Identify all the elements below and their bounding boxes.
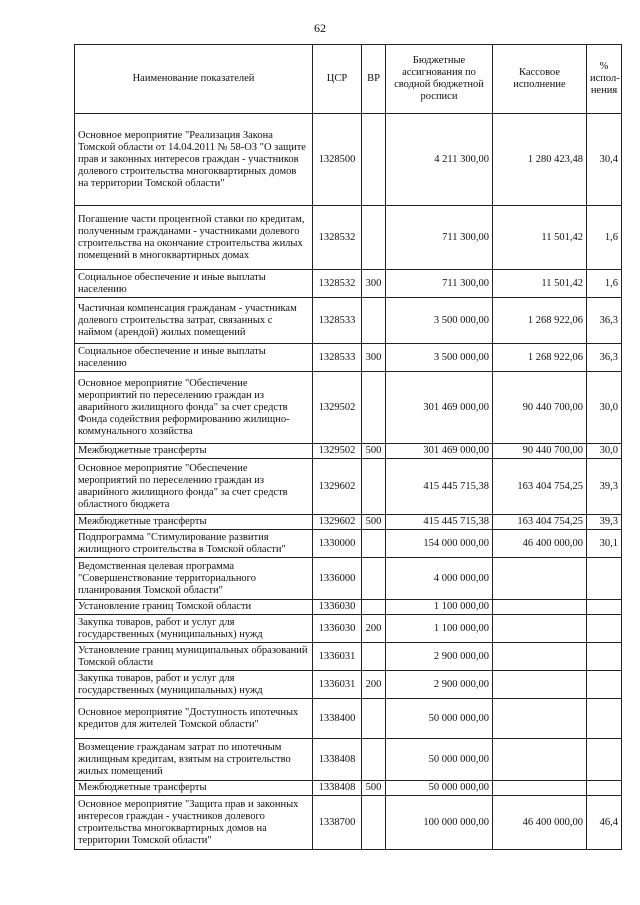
row-assignments: 2 900 000,00: [386, 671, 493, 699]
row-csr: 1328533: [313, 298, 362, 344]
row-cash-execution: 1 280 423,48: [493, 114, 587, 206]
row-cash-execution: [493, 643, 587, 671]
row-assignments: 415 445 715,38: [386, 459, 493, 515]
row-name: Установление границ муниципальных образований Томской области: [75, 643, 313, 671]
row-assignments: 4 000 000,00: [386, 558, 493, 600]
row-percent: 30,4: [587, 114, 622, 206]
table-row: [75, 530, 622, 558]
row-csr: 1328532: [313, 206, 362, 270]
row-csr: 1336030: [313, 615, 362, 643]
row-percent: [587, 699, 622, 739]
row-cash-execution: [493, 699, 587, 739]
row-assignments: 154 000 000,00: [386, 530, 493, 558]
row-csr: 1328532: [313, 270, 362, 298]
row-name: Межбюджетные трансферты: [75, 515, 313, 530]
row-percent: 1,6: [587, 270, 622, 298]
row-vr: 500: [362, 515, 386, 530]
table-row: [75, 796, 622, 850]
header-vr: ВР: [362, 45, 386, 114]
row-name: Социальное обеспечение и иные выплаты населению: [75, 270, 313, 298]
row-percent: [587, 643, 622, 671]
row-name: Основное мероприятие "Реализация Закона Томской области от 14.04.2011 № 58-ОЗ "О защите прав и законных интересов граждан - участников долевого строительства многоквартирных домов на территории Томской области": [75, 114, 313, 206]
row-assignments: 50 000 000,00: [386, 739, 493, 781]
row-percent: 30,1: [587, 530, 622, 558]
table-row: [75, 270, 622, 298]
row-cash-execution: 90 440 700,00: [493, 372, 587, 444]
row-assignments: 4 211 300,00: [386, 114, 493, 206]
row-vr: [362, 530, 386, 558]
header-assignments: Бюджетные ассигнования по сводной бюджетной росписи: [386, 45, 493, 114]
row-vr: [362, 206, 386, 270]
row-percent: 1,6: [587, 206, 622, 270]
row-name: Основное мероприятие "Доступность ипотечных кредитов для жителей Томской области": [75, 699, 313, 739]
row-vr: [362, 372, 386, 444]
table-row: [75, 344, 622, 372]
row-csr: 1328500: [313, 114, 362, 206]
row-name: Основное мероприятие "Защита прав и законных интересов граждан - участников долевого строительства многоквартирных домов на территории Томской области": [75, 796, 313, 850]
row-csr: 1329502: [313, 372, 362, 444]
row-csr: 1329602: [313, 459, 362, 515]
row-assignments: 100 000 000,00: [386, 796, 493, 850]
row-name: Межбюджетные трансферты: [75, 444, 313, 459]
table-row: [75, 699, 622, 739]
row-assignments: 415 445 715,38: [386, 515, 493, 530]
row-cash-execution: 46 400 000,00: [493, 530, 587, 558]
row-assignments: 301 469 000,00: [386, 444, 493, 459]
row-vr: [362, 643, 386, 671]
row-percent: [587, 600, 622, 615]
row-vr: [362, 739, 386, 781]
row-cash-execution: [493, 558, 587, 600]
row-vr: [362, 558, 386, 600]
row-vr: [362, 459, 386, 515]
row-assignments: 711 300,00: [386, 270, 493, 298]
row-percent: [587, 558, 622, 600]
table-row: [75, 459, 622, 515]
row-vr: 300: [362, 344, 386, 372]
row-csr: 1338400: [313, 699, 362, 739]
row-name: Основное мероприятие "Обеспечение мероприятий по переселению граждан из аварийного жилищного фонда" за счет средств Фонда содействия реформированию жилищно-коммунального хозяйства: [75, 372, 313, 444]
page-number: 62: [314, 21, 326, 35]
row-percent: 30,0: [587, 372, 622, 444]
row-percent: 39,3: [587, 459, 622, 515]
row-csr: 1336031: [313, 643, 362, 671]
header-name: Наименование показателей: [75, 45, 313, 114]
row-assignments: 2 900 000,00: [386, 643, 493, 671]
table-row: [75, 515, 622, 530]
row-name: Частичная компенсация гражданам - участникам долевого строительства затрат, связанных с наймом (арендой) жилых помещений: [75, 298, 313, 344]
row-percent: [587, 615, 622, 643]
row-assignments: 301 469 000,00: [386, 372, 493, 444]
row-vr: [362, 699, 386, 739]
row-cash-execution: 90 440 700,00: [493, 444, 587, 459]
row-cash-execution: 1 268 922,06: [493, 298, 587, 344]
row-name: Установление границ Томской области: [75, 600, 313, 615]
table-row: [75, 444, 622, 459]
header-cash-execution: Кассовое исполнение: [493, 45, 587, 114]
row-csr: 1330000: [313, 530, 362, 558]
row-assignments: 50 000 000,00: [386, 699, 493, 739]
row-percent: [587, 739, 622, 781]
row-assignments: 50 000 000,00: [386, 781, 493, 796]
row-vr: 500: [362, 444, 386, 459]
row-percent: 36,3: [587, 298, 622, 344]
row-name: Подпрограмма "Стимулирование развития жилищного строительства в Томской области": [75, 530, 313, 558]
row-cash-execution: 46 400 000,00: [493, 796, 587, 850]
row-csr: 1338700: [313, 796, 362, 850]
table-header-row: [75, 45, 622, 114]
row-csr: 1328533: [313, 344, 362, 372]
row-cash-execution: 1 268 922,06: [493, 344, 587, 372]
row-cash-execution: 11 501,42: [493, 206, 587, 270]
row-csr: 1329502: [313, 444, 362, 459]
table-row: [75, 206, 622, 270]
table-row: [75, 671, 622, 699]
header-csr: ЦСР: [313, 45, 362, 114]
row-cash-execution: [493, 781, 587, 796]
row-name: Социальное обеспечение и иные выплаты населению: [75, 344, 313, 372]
table-row: [75, 643, 622, 671]
table-row: [75, 739, 622, 781]
row-vr: 200: [362, 615, 386, 643]
row-assignments: 3 500 000,00: [386, 344, 493, 372]
row-percent: 30,0: [587, 444, 622, 459]
row-csr: 1338408: [313, 739, 362, 781]
row-percent: [587, 781, 622, 796]
table-row: [75, 558, 622, 600]
row-csr: 1336031: [313, 671, 362, 699]
row-name: Межбюджетные трансферты: [75, 781, 313, 796]
table-row: [75, 600, 622, 615]
table-row: [75, 781, 622, 796]
budget-table: [74, 44, 622, 850]
table-row: [75, 372, 622, 444]
row-name: Основное мероприятие "Обеспечение мероприятий по переселению граждан из аварийного жилищного фонда" за счет средств областного бюджета: [75, 459, 313, 515]
row-cash-execution: 11 501,42: [493, 270, 587, 298]
row-vr: [362, 600, 386, 615]
row-name: Закупка товаров, работ и услуг для государственных (муниципальных) нужд: [75, 615, 313, 643]
row-csr: 1338408: [313, 781, 362, 796]
row-csr: 1336030: [313, 600, 362, 615]
row-name: Ведомственная целевая программа "Совершенствование территориального планирования Томской области": [75, 558, 313, 600]
row-name: Погашение части процентной ставки по кредитам, полученным гражданами - участниками долевого строительства на окончание строительства жилых помещений в многоквартирных домах: [75, 206, 313, 270]
row-cash-execution: 163 404 754,25: [493, 459, 587, 515]
header-percent: % испол-нения: [587, 45, 622, 114]
row-assignments: 1 100 000,00: [386, 615, 493, 643]
row-cash-execution: [493, 600, 587, 615]
row-percent: 36,3: [587, 344, 622, 372]
row-cash-execution: [493, 739, 587, 781]
row-vr: 200: [362, 671, 386, 699]
row-percent: 39,3: [587, 515, 622, 530]
row-vr: [362, 796, 386, 850]
table-row: [75, 298, 622, 344]
table-row: [75, 615, 622, 643]
row-percent: 46,4: [587, 796, 622, 850]
row-vr: [362, 114, 386, 206]
row-cash-execution: [493, 615, 587, 643]
row-assignments: 3 500 000,00: [386, 298, 493, 344]
row-assignments: 1 100 000,00: [386, 600, 493, 615]
row-percent: [587, 671, 622, 699]
row-vr: 500: [362, 781, 386, 796]
row-name: Возмещение гражданам затрат по ипотечным жилищным кредитам, взятым на строительство жилых помещений: [75, 739, 313, 781]
row-assignments: 711 300,00: [386, 206, 493, 270]
row-vr: 300: [362, 270, 386, 298]
row-csr: 1329602: [313, 515, 362, 530]
row-cash-execution: [493, 671, 587, 699]
row-vr: [362, 298, 386, 344]
table-row: [75, 114, 622, 206]
row-cash-execution: 163 404 754,25: [493, 515, 587, 530]
row-csr: 1336000: [313, 558, 362, 600]
row-name: Закупка товаров, работ и услуг для государственных (муниципальных) нужд: [75, 671, 313, 699]
